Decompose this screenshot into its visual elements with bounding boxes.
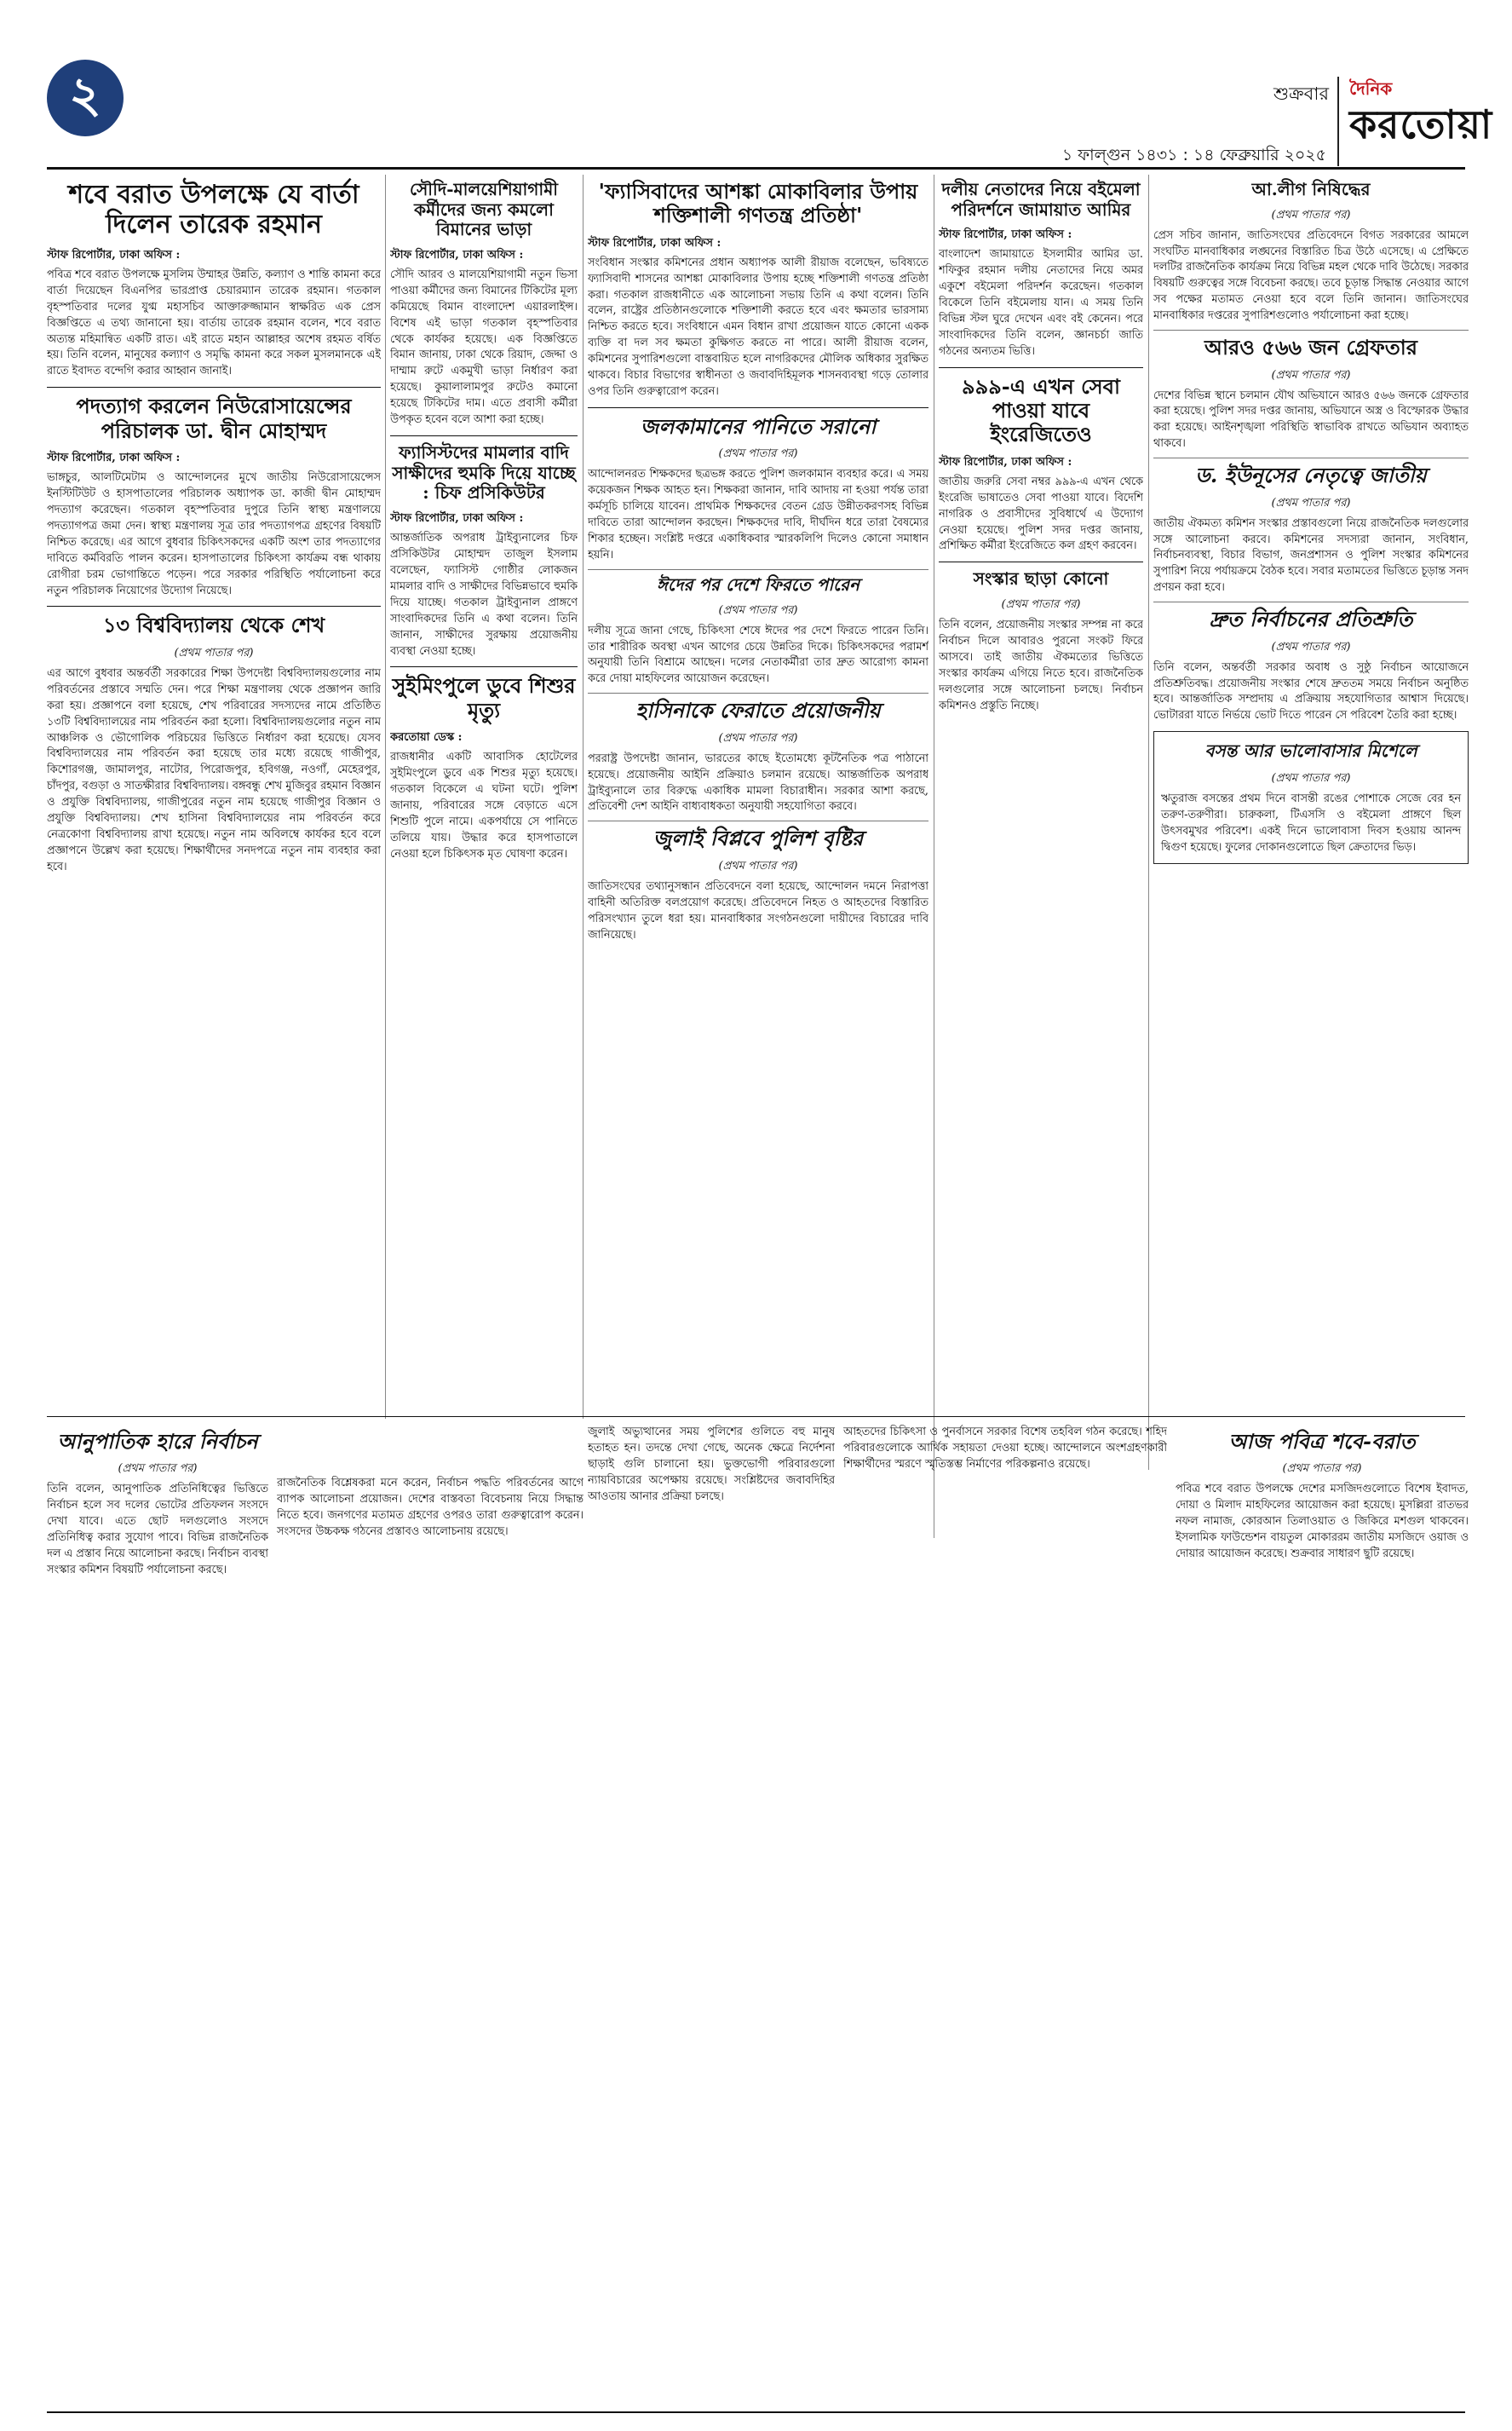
column-divider bbox=[583, 175, 584, 1419]
continuation-note: (প্রথম পাতার পর) bbox=[1271, 640, 1351, 654]
article-body: তিনি বলেন, প্রয়োজনীয় সংস্কার সম্পন্ন না করে নির্বাচন দিলে আবারও পুরনো সংকট ফিরে আসবে। তাই জাতীয় ঐকমত্যের ভিত্তিতে সংস্কার কার্যক্রম এগিয়ে নিতে হবে। রাজনৈতিক দলগুলোর সঙ্গে আলোচনা চলছে। নির্বাচন কমিশনও প্রস্তুতি নিচ্ছে। bbox=[939, 618, 1143, 712]
headline-hasina-return: হাসিনাকে ফেরাতে প্রয়োজনীয় bbox=[635, 698, 881, 723]
masthead bbox=[0, 0, 1512, 170]
headline-return-after-eid: ঈদের পর দেশে ফিরতে পারেন bbox=[656, 574, 860, 595]
lower-column-2 bbox=[277, 1425, 584, 2405]
byline: স্টাফ রিপোর্টার, ঢাকা অফিস : bbox=[939, 455, 1072, 469]
divider bbox=[1153, 330, 1469, 331]
article-body: সৌদি আরব ও মালয়েশিয়াগামী নতুন ভিসা পাওয়া কর্মীদের জন্য বিমানের টিকিটের মূল্য কমিয়েছে বিমান বাংলাদেশ এয়ারলাইন্স। বিশেষ এই ভাড়া গতকাল বৃহস্পতিবার থেকে কার্যকর হয়েছে। এক বিজ্ঞপ্তিতে বিমান জানায়, ঢাকা থেকে রিয়াদ, জেদ্দা ও দাম্মাম রুটে একমুখী ভাড়া নির্ধারণ করা হয়েছে। কুয়ালালামপুর রুটেও কমানো হয়েছে টিকিটের দাম। এতে প্রবাসী কর্মীরা উপকৃত হবেন বলে আশা করা হচ্ছে। bbox=[390, 268, 578, 427]
article-body: জাতীয় ঐকমত্য কমিশন সংস্কার প্রস্তাবগুলো নিয়ে রাজনৈতিক দলগুলোর সঙ্গে আলোচনা করবে। কমিশনের সদস্যরা জানান, সংবিধান, নির্বাচনব্যবস্থা, বিচার বিভাগ, জনপ্রশাসন ও পুলিশ সংস্কার কমিশনের সুপারিশ নিয়ে পর্যায়ক্রমে বৈঠক হবে। সবার মতামতের ভিত্তিতে চূড়ান্ত সনদ প্রণয়ন করা হবে। bbox=[1153, 516, 1469, 595]
article-body: জাতিসংঘের তথ্যানুসন্ধান প্রতিবেদনে বলা হয়েছে, আন্দোলন দমনে নিরাপত্তা বাহিনী অতিরিক্ত বলপ্রয়োগ করেছে। প্রতিবেদনে নিহত ও আহতদের বিস্তারিত পরিসংখ্যান তুলে ধরা হয়। মানবাধিকার সংগঠনগুলো দায়ীদের বিচারের দাবি জানিয়েছে। bbox=[588, 879, 928, 942]
divider bbox=[588, 693, 928, 694]
headline-chief-prosecutor: ফ্যাসিস্টদের মামলার বাদি সাক্ষীদের হুমকি দিয়ে যাচ্ছে : চিফ প্রসিকিউটর bbox=[392, 442, 576, 504]
headline-spring-love: বসন্ত আর ভালোবাসার মিশেলে bbox=[1204, 740, 1417, 762]
headline-proportional-election: আনুপাতিক হারে নির্বাচন bbox=[57, 1429, 258, 1454]
continuation-note: (প্রথম পাতার পর) bbox=[1271, 208, 1351, 222]
headline-shab-e-barat-today: আজ পবিত্র শবে-বরাত bbox=[1228, 1429, 1416, 1454]
page-number: ২ bbox=[47, 60, 124, 136]
byline: স্টাফ রিপোর্টার, ঢাকা অফিস : bbox=[47, 451, 181, 464]
byline: স্টাফ রিপোর্টার, ঢাকা অফিস : bbox=[390, 511, 524, 525]
article-body: ঋতুরাজ বসন্তের প্রথম দিনে বাসন্তী রঙের পোশাকে সেজে বের হন তরুণ-তরুণীরা। চারুকলা, টিএসসি ও বইমেলা প্রাঙ্গণে ছিল উৎসবমুখর পরিবেশ। একই দিনে ভালোবাসা দিবস হওয়ায় আনন্দ দ্বিগুণ হয়েছে। ফুলের দোকানগুলোতে ছিল ক্রেতাদের ভিড়। bbox=[1161, 792, 1461, 855]
continuation-note: (প্রথম পাতার পর) bbox=[1271, 772, 1351, 786]
headline-yunus-national: ড. ইউনূসের নেতৃত্বে জাতীয় bbox=[1195, 463, 1427, 488]
headline-neuroscience-director: পদত্যাগ করলেন নিউরোসায়েন্সের পরিচালক ডা. দ্বীন মোহাম্মদ bbox=[76, 394, 352, 443]
byline: স্টাফ রিপোর্টার, ঢাকা অফিস : bbox=[588, 236, 722, 250]
byline: স্টাফ রিপোর্টার, ঢাকা অফিস : bbox=[47, 248, 181, 262]
headline-water-cannon: জলকামানের পানিতে সরানো bbox=[640, 414, 877, 440]
byline: স্টাফ রিপোর্টার, ঢাকা অফিস : bbox=[390, 248, 524, 262]
column-3 bbox=[588, 175, 928, 1414]
article-body: রাজনৈতিক বিশ্লেষকরা মনে করেন, নির্বাচন পদ্ধতি পরিবর্তনের আগে ব্যাপক আলোচনা প্রয়োজন। দেশের বাস্তবতা বিবেচনায় নিয়ে সিদ্ধান্ত নিতে হবে। জনগণের মতামত গ্রহণের ওপরও তারা গুরুত্বারোপ করেন। সংসদের উচ্চকক্ষ গঠনের প্রস্তাবও আলোচনায় রয়েছে। bbox=[277, 1477, 584, 1538]
article-body: বাংলাদেশ জামায়াতে ইসলামীর আমির ডা. শফিকুর রহমান দলীয় নেতাদের নিয়ে অমর একুশে বইমেলা পরিদর্শন করেছেন। গতকাল বিকেলে তিনি বইমেলায় যান। এ সময় তিনি বিভিন্ন স্টল ঘুরে দেখেন এবং বই কেনেন। পরে সাংবাদিকদের তিনি বলেন, জ্ঞানচর্চা জাতি গঠনের অন্যতম ভিত্তি। bbox=[939, 248, 1143, 358]
spring-love-box bbox=[1153, 731, 1469, 864]
headline-jamaat-book-fair: দলীয় নেতাদের নিয়ে বইমেলা পরিদর্শনে জামায়াত আমির bbox=[941, 179, 1141, 220]
lower-column-4 bbox=[843, 1425, 1167, 2405]
divider bbox=[390, 435, 578, 436]
byline: করতোয়া ডেস্ক : bbox=[390, 731, 463, 745]
column-divider bbox=[1148, 175, 1149, 1470]
article-body: আন্তর্জাতিক অপরাধ ট্রাইব্যুনালের চিফ প্রসিকিউটর মোহাম্মদ তাজুল ইসলাম বলেছেন, ফ্যাসিস্ট গোষ্ঠীর লোকজন মামলার বাদি ও সাক্ষীদের বিভিন্নভাবে হুমকি দিয়ে যাচ্ছে। গতকাল ট্রাইব্যুনাল প্রাঙ্গণে সাংবাদিকদের তিনি এ কথা বলেন। তিনি জানান, সাক্ষীদের সুরক্ষায় প্রয়োজনীয় ব্যবস্থা নেওয়া হচ্ছে। bbox=[390, 531, 578, 658]
logo-big-text: করতোয়া bbox=[1349, 101, 1493, 147]
article-body: তিনি বলেন, অন্তর্বর্তী সরকার অবাধ ও সুষ্ঠু নির্বাচন আয়োজনে প্রতিশ্রুতিবদ্ধ। প্রয়োজনীয় সংস্কার শেষে দ্রুততম সময়ে নির্বাচন অনুষ্ঠিত হবে। আন্তর্জাতিক সম্প্রদায় এ প্রক্রিয়ায় সহযোগিতার আশ্বাস দিয়েছে। ভোটাররা যাতে নির্ভয়ে ভোট দিতে পারেন সে পরিবেশ তৈরি করা হচ্ছে। bbox=[1153, 660, 1469, 723]
lower-column-1 bbox=[47, 1425, 268, 2405]
article-body: তিনি বলেন, আনুপাতিক প্রতিনিধিত্বের ভিত্তিতে নির্বাচন হলে সব দলের ভোটের প্রতিফলন সংসদে দেখা যাবে। এতে ছোট দলগুলোও সংসদে প্রতিনিধিত্ব করার সুযোগ পাবে। বিভিন্ন রাজনৈতিক দল এ প্রস্তাব নিয়ে আলোচনা করছে। নির্বাচন ব্যবস্থা সংস্কার কমিশন বিষয়টি পর্যালোচনা করছে। bbox=[47, 1483, 268, 1576]
column-4 bbox=[939, 175, 1143, 1414]
divider bbox=[588, 569, 928, 570]
article-body: আন্দোলনরত শিক্ষকদের ছত্রভঙ্গ করতে পুলিশ জলকামান ব্যবহার করে। এ সময় কয়েকজন শিক্ষক আহত হন। শিক্ষকরা জানান, দাবি আদায় না হওয়া পর্যন্ত তারা কর্মসূচি চালিয়ে যাবেন। প্রাথমিক শিক্ষকদের বেতন গ্রেড উন্নীতকরণসহ বিভিন্ন দাবিতে তারা আন্দোলন করছেন। শিক্ষকদের দাবি, দীর্ঘদিন ধরে তারা বৈষম্যের শিকার হচ্ছেন। সংশ্লিষ্ট দপ্তরে একাধিকবার স্মারকলিপি দিলেও কোনো সমাধান হয়নি। bbox=[588, 468, 928, 562]
headline-al-ban: আ.লীগ নিষিদ্ধের bbox=[1251, 179, 1371, 199]
newspaper-logo bbox=[1337, 77, 1493, 166]
lower-band-rule bbox=[47, 1416, 1465, 1417]
article-body: ভাঙ্গচুর, আলটিমেটাম ও আন্দোলনের মুখে জাতীয় নিউরোসায়েন্সেস ইনস্টিটিউট ও হাসপাতালের পরিচালক অধ্যাপক ডা. কাজী দ্বীন মোহাম্মদ পদত্যাগ করেছেন। গতকাল বৃহস্পতিবার দুপুরে তিনি স্বাস্থ্য মন্ত্রণালয়ে পদত্যাগপত্র জমা দেন। স্বাস্থ্য মন্ত্রণালয় সূত্র তার পদত্যাগপত্র গ্রহণের বিষয়টি নিশ্চিত করেছে। এর আগে বুধবার চিকিৎসকদের একটি অংশ তার পদত্যাগের দাবিতে কর্মবিরতি পালন করেন। হাসপাতালের চিকিৎসা কার্যক্রম বন্ধ থাকায় রোগীরা চরম ভোগান্তিতে পড়েন। পরে সরকার পরিস্থিতি পর্যালোচনা করে নতুন পরিচালক নিয়োগের উদ্যোগ নিয়েছে। bbox=[47, 470, 381, 597]
headline-swimming-pool-child: সুইমিংপুলে ডুবে শিশুর মৃত্যু bbox=[392, 673, 576, 723]
byline: স্টাফ রিপোর্টার, ঢাকা অফিস : bbox=[939, 228, 1072, 242]
headline-tarique-shab-e-barat: শবে বরাত উপলক্ষে যে বার্তা দিলেন তারেক রহমান bbox=[68, 180, 359, 240]
article-body: পররাষ্ট্র উপদেষ্টা জানান, ভারতের কাছে ইতোমধ্যে কূটনৈতিক পত্র পাঠানো হয়েছে। প্রয়োজনীয় আইনি প্রক্রিয়াও চলমান রয়েছে। আন্তর্জাতিক অপরাধ ট্রাইব্যুনালে তার বিরুদ্ধে একাধিক মামলা বিচারাধীন। সরকার আশা করছে, প্রতিবেশী দেশ আইনি বাধ্যবাধকতা অনুযায়ী সহযোগিতা করবে। bbox=[588, 752, 928, 814]
divider bbox=[939, 367, 1143, 368]
column-2 bbox=[390, 175, 578, 1414]
article-body: দলীয় সূত্রে জানা গেছে, চিকিৎসা শেষে ঈদের পর দেশে ফিরতে পারেন তিনি। তার শারীরিক অবস্থা এখন আগের চেয়ে উন্নতির দিকে। চিকিৎসকদের পরামর্শ অনুযায়ী তিনি বিশ্রামে আছেন। দলের নেতাকর্মীরা তার দ্রুত আরোগ্য কামনা করে দোয়া মাহফিলের আয়োজন করেছেন। bbox=[588, 624, 928, 686]
article-body: রাজধানীর একটি আবাসিক হোটেলের সুইমিংপুলে ডুবে এক শিশুর মৃত্যু হয়েছে। গতকাল বিকেলে এ ঘটনা ঘটে। পুলিশ জানায়, পরিবারের সঙ্গে বেড়াতে এসে শিশুটি পুলে নামে। একপর্যায়ে সে পানিতে তলিয়ে যায়। উদ্ধার করে হাসপাতালে নেওয়া হলে চিকিৎসক মৃত ঘোষণা করেন। bbox=[390, 751, 578, 861]
headline-reform: সংস্কার ছাড়া কোনো bbox=[973, 568, 1109, 590]
lower-column-3 bbox=[588, 1425, 835, 2405]
headline-fascism-democracy: 'ফ্যাসিবাদের আশঙ্কা মোকাবিলার উপায় শক্তিশালী গণতন্ত্র প্রতিষ্ঠা' bbox=[598, 179, 918, 228]
masthead-rule bbox=[47, 167, 1465, 170]
divider bbox=[390, 666, 578, 667]
continuation-note: (প্রথম পাতার পর) bbox=[1271, 368, 1351, 382]
continuation-note: (প্রথম পাতার পর) bbox=[718, 447, 798, 461]
headline-13-universities: ১৩ বিশ্ববিদ্যালয় থেকে শেখ bbox=[102, 613, 325, 638]
date-label: ১ ফাল্গুন ১৪৩১ : ১৪ ফেব্রুয়ারি ২০২৫ bbox=[1061, 146, 1326, 164]
divider bbox=[47, 387, 381, 388]
continuation-note: (প্রথম পাতার পর) bbox=[718, 731, 798, 745]
article-body: দেশের বিভিন্ন স্থানে চলমান যৌথ অভিযানে আরও ৫৬৬ জনকে গ্রেফতার করা হয়েছে। পুলিশ সদর দপ্তর জানায়, অভিযানে অস্ত্র ও বিস্ফোরক উদ্ধার করা হয়েছে। আইনশৃঙ্খলা পরিস্থিতি স্বাভাবিক রাখতে অভিযান অব্যাহত থাকবে। bbox=[1153, 389, 1469, 451]
continuation-note: (প্রথম পাতার পর) bbox=[718, 859, 798, 873]
article-body: প্রেস সচিব জানান, জাতিসংঘের প্রতিবেদনে বিগত সরকারের আমলে সংঘটিত মানবাধিকার লঙ্ঘনের বিস্তারিত চিত্র উঠে এসেছে। এ প্রেক্ষিতে দলটির রাজনৈতিক কার্যক্রম নিয়ে বিভিন্ন মহল থেকে দাবি উঠেছে। সরকার বিষয়টি গুরুত্বের সঙ্গে বিবেচনা করছে। তবে চূড়ান্ত সিদ্ধান্ত নেওয়ার আগে সব পক্ষের মতামত নেওয়া হবে বলে তিনি জানান। জাতিসংঘের মানবাধিকার দপ্তরের সুপারিশগুলোও পর্যালোচনা করা হচ্ছে। bbox=[1153, 228, 1469, 323]
logo-small-text: দৈনিক bbox=[1349, 78, 1393, 99]
footer-rule bbox=[47, 2411, 1465, 2413]
article-body: আহতদের চিকিৎসা ও পুনর্বাসনে সরকার বিশেষ তহবিল গঠন করেছে। শহিদ পরিবারগুলোকে আর্থিক সহায়তা দেওয়া হচ্ছে। আন্দোলনে অংশগ্রহণকারী শিক্ষার্থীদের স্মরণে স্মৃতিস্তম্ভ নির্মাণের পরিকল্পনাও রয়েছে। bbox=[843, 1426, 1167, 1471]
article-body: জাতীয় জরুরি সেবা নম্বর ৯৯৯-এ এখন থেকে ইংরেজি ভাষাতেও সেবা পাওয়া যাবে। বিদেশি নাগরিক ও প্রবাসীদের সুবিধার্থে এ উদ্যোগ নেওয়া হয়েছে। পুলিশ সদর দপ্তর জানায়, প্রশিক্ষিত কর্মীরা ইংরেজিতে কল গ্রহণ করবেন। bbox=[939, 475, 1143, 553]
lower-column-5 bbox=[1176, 1425, 1469, 2405]
article-body: জুলাই অভ্যুত্থানের সময় পুলিশের গুলিতে বহু মানুষ হতাহত হন। তদন্তে দেখা গেছে, অনেক ক্ষেত্রে নির্দেশনা ছাড়াই গুলি চালানো হয়। ভুক্তভোগী পরিবারগুলো ন্যায়বিচারের অপেক্ষায় রয়েছে। সংশ্লিষ্টদের জবাবদিহির আওতায় আনার প্রক্রিয়া চলছে। bbox=[588, 1426, 835, 1503]
headline-july-police: জুলাই বিপ্লবে পুলিশ বৃষ্টির bbox=[653, 826, 864, 851]
continuation-note: (প্রথম পাতার পর) bbox=[718, 603, 798, 617]
continuation-note: (প্রথম পাতার পর) bbox=[118, 1462, 198, 1476]
article-body: পবিত্র শবে বরাত উপলক্ষে মুসলিম উম্মাহর উন্নতি, কল্যাণ ও শান্তি কামনা করে বার্তা দিয়েছেন বিএনপির ভারপ্রাপ্ত চেয়ারম্যান তারেক রহমান। গতকাল বৃহস্পতিবার দলের যুগ্ম মহাসচিব আক্তারুজ্জামান স্বাক্ষরিত এক প্রেস বিজ্ঞপ্তিতে এ তথ্য জানানো হয়। বার্তায় তারেক রহমান বলেন, শবে বরাত অত্যন্ত মহিমান্বিত একটি রাত। এই রাতে মহান আল্লাহর অশেষ রহমত বর্ষিত হয়। তিনি বলেন, মানুষের কল্যাণ ও সমৃদ্ধি কামনা করে সকল মুসলমানকে এই রাতে ইবাদত বন্দেগি করার আহ্বান জানাই। bbox=[47, 268, 381, 378]
article-body: এর আগে বুধবার অন্তর্বর্তী সরকারের শিক্ষা উপদেষ্টা বিশ্ববিদ্যালয়গুলোর নাম পরিবর্তনের প্রস্তাবে সম্মতি দেন। পরে শিক্ষা মন্ত্রণালয় থেকে প্রজ্ঞাপন জারি করা হয়। প্রজ্ঞাপনে বলা হয়েছে, শেখ পরিবারের সদস্যদের নামে প্রতিষ্ঠিত ১৩টি বিশ্ববিদ্যালয়ের নাম পরিবর্তন করা হলো। বিশ্ববিদ্যালয়গুলোর নতুন নাম আঞ্চলিক ও ভৌগোলিক পরিচয়ের ভিত্তিতে নির্ধারণ করা হয়েছে। যেসব বিশ্ববিদ্যালয়ের নাম পরিবর্তন করা হয়েছে তার মধ্যে রয়েছে গাজীপুর, কিশোরগঞ্জ, জামালপুর, নাটোর, পিরোজপুর, হবিগঞ্জ, নওগাঁ, মেহেরপুর, চাঁদপুর, বগুড়া ও সাতক্ষীরার বিশ্ববিদ্যালয়। বঙ্গবন্ধু শেখ মুজিবুর রহমান বিজ্ঞান ও প্রযুক্তি বিশ্ববিদ্যালয়, গাজীপুরের নতুন নাম হয়েছে গাজীপুর বিজ্ঞান ও প্রযুক্তি বিশ্ববিদ্যালয়। শেখ হাসিনা বিশ্ববিদ্যালয়ের নাম পরিবর্তন করে নেত্রকোণা বিশ্ববিদ্যালয় রাখা হয়েছে। নতুন নাম অবিলম্বে কার্যকর হবে বলে প্রজ্ঞাপনে উল্লেখ করা হয়েছে। শিক্ষার্থীদের সনদপত্রে নতুন নাম ব্যবহার করা হবে। bbox=[47, 666, 381, 874]
column-divider bbox=[385, 175, 386, 1419]
divider bbox=[588, 407, 928, 408]
continuation-note: (প্রথম পাতার পর) bbox=[174, 646, 254, 660]
continuation-note: (প্রথম পাতার পর) bbox=[1271, 496, 1351, 510]
headline-airfare-reduced: সৌদি-মালয়েশিয়াগামী কর্মীদের জন্য কমলো বিমানের ভাড়া bbox=[409, 179, 559, 240]
column-5 bbox=[1153, 175, 1469, 1414]
continuation-note: (প্রথম পাতার পর) bbox=[1282, 1462, 1362, 1476]
article-body: পবিত্র শবে বরাত উপলক্ষে দেশের মসজিদগুলোতে বিশেষ ইবাদত, দোয়া ও মিলাদ মাহফিলের আয়োজন করা হয়েছে। মুসল্লিরা রাতভর নফল নামাজ, কোরআন তিলাওয়াত ও জিকিরে মশগুল থাকবেন। ইসলামিক ফাউন্ডেশন বায়তুল মোকাররম জাতীয় মসজিদে ওয়াজ ও দোয়ার আয়োজন করেছে। শুক্রবার সাধারণ ছুটি রয়েছে। bbox=[1176, 1483, 1469, 1561]
day-label: শুক্রবার bbox=[1273, 84, 1329, 104]
headline-999-english: ৯৯৯-এ এখন সেবা পাওয়া যাবে ইংরেজিতেও bbox=[962, 373, 1120, 447]
continuation-note: (প্রথম পাতার পর) bbox=[1001, 597, 1081, 611]
article-body: সংবিধান সংস্কার কমিশনের প্রধান অধ্যাপক আলী রীয়াজ বলেছেন, ভবিষ্যতে ফ্যাসিবাদী শাসনের আশঙ্কা মোকাবিলার উপায় হচ্ছে শক্তিশালী গণতন্ত্র প্রতিষ্ঠা করা। গতকাল রাজধানীতে এক আলোচনা সভায় তিনি এ কথা বলেন। তিনি বলেন, রাষ্ট্রের প্রতিষ্ঠানগুলোকে শক্তিশালী করতে হবে এবং ক্ষমতার ভারসাম্য নিশ্চিত করতে হবে। সংবিধানে এমন বিধান রাখা প্রয়োজন যাতে কোনো একক ব্যক্তি বা দল সব ক্ষমতা কুক্ষিগত করতে না পারে। আলী রীয়াজ বলেন, কমিশনের সুপারিশগুলো বাস্তবায়িত হলে নাগরিকদের মৌলিক অধিকার সুরক্ষিত থাকবে। বিচার বিভাগের স্বাধীনতা ও জবাবদিহিমূলক শাসনব্যবস্থা গড়ে তোলার ওপর তিনি গুরুত্বারোপ করেন। bbox=[588, 256, 928, 399]
column-1 bbox=[47, 175, 381, 1414]
headline-566-arrested: আরও ৫৬৬ জন গ্রেফতার bbox=[1204, 335, 1417, 360]
divider bbox=[47, 606, 381, 607]
headline-quick-election: দ্রুত নির্বাচনের প্রতিশ্রুতি bbox=[1209, 607, 1413, 632]
